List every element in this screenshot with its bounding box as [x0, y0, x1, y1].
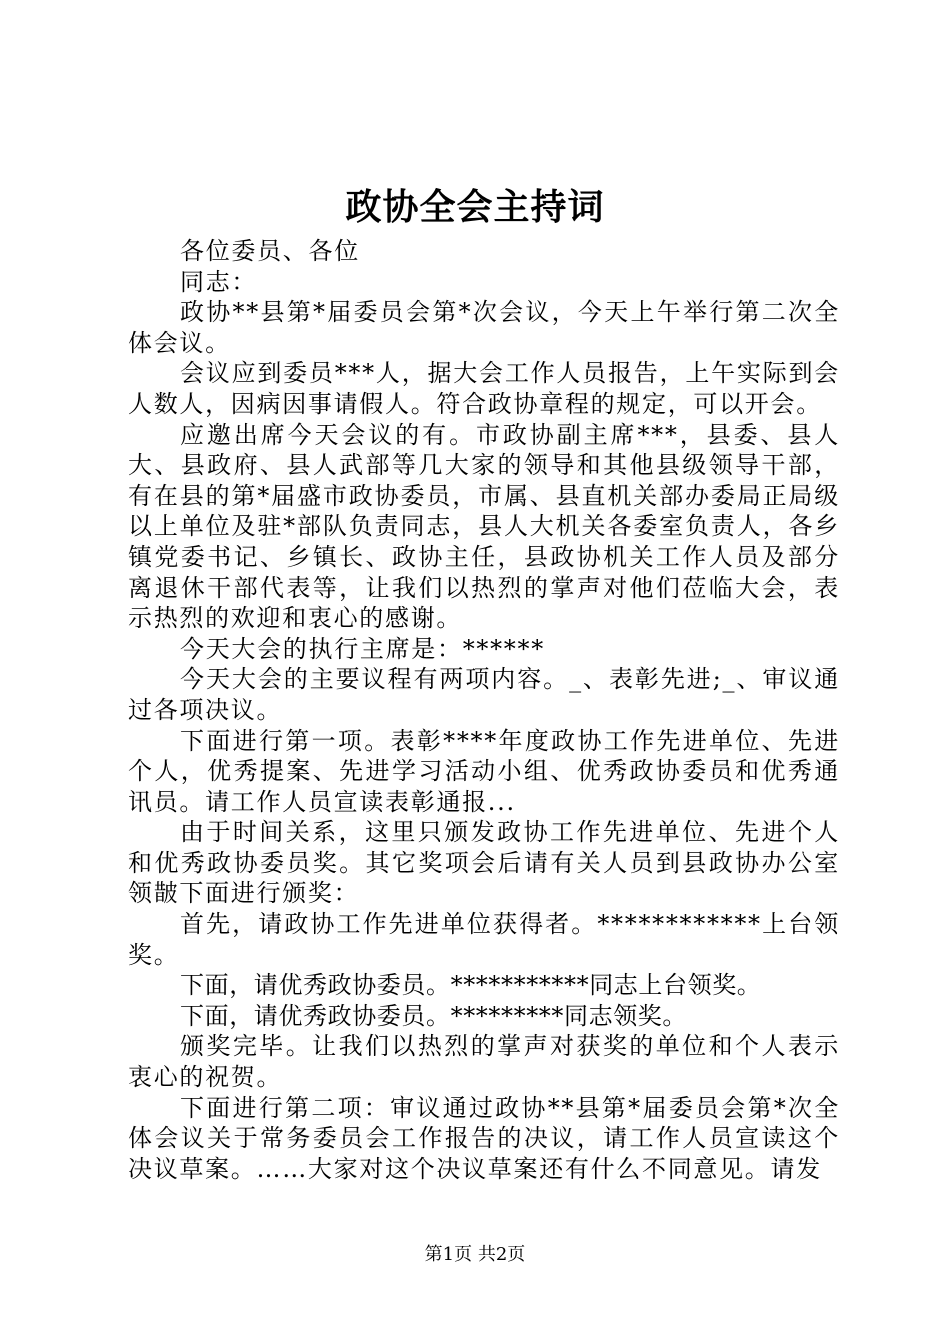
paragraph-attendance: 会议应到委员***人，据大会工作人员报告，上午实际到会人数人，因病因事请假人。符合政协章程的规定，可以开会。: [128, 359, 840, 418]
paragraph-award-members-1: 下面，请优秀政协委员。***********同志上台领奖。: [180, 971, 762, 1000]
paragraph-agenda: 今天大会的主要议程有两项内容。_、表彰先进;_、审议通过各项决议。: [128, 665, 840, 724]
page-footer: 第1页 共2页: [424, 1244, 526, 1265]
paragraph-meeting-intro: 政协**县第*届委员会第*次会议，今天上午举行第二次全体会议。: [128, 298, 840, 357]
salutation-line-1: 各位委员、各位: [180, 237, 360, 265]
paragraph-award-note: 由于时间关系，这里只颁发政协工作先进单位、先进个人和优秀政协委员奖。其它奖项会后请有关人员到县政协办公室领皵下面进行颁奖：: [128, 818, 840, 908]
paragraph-invited-guests: 应邀出席今天会议的有。市政协副主席***，县委、县人大、县政府、县人武部等几大家的领导和其他县级领导干部，有在县的第*届盛市政协委员，市属、县直机关部办委局正局级以上单位及驻*部队负责同志，县人大机关各委室负责人，各乡镇党委书记、乡镇长、政协主任，县政协机关工作人员及部分离退休干部代表等，让我们以热烈的掌声对他们莅临大会，表示热烈的欢迎和衷心的感谢。: [128, 420, 840, 633]
paragraph-award-complete: 颁奖完毕。让我们以热烈的掌声对获奖的单位和个人表示衷心的祝贺。: [128, 1032, 840, 1092]
document-title: 政协全会主持词: [345, 186, 605, 228]
paragraph-item-two: 下面进行第二项：审议通过政协**县第*届委员会第*次全体会议关于常务委员会工作报告的决议，请工作人员宣读这个决议草案。……大家对这个决议草案还有什么不同意见。请发: [128, 1093, 840, 1183]
paragraph-executive-chair: 今天大会的执行主席是：******: [180, 634, 545, 663]
paragraph-item-one: 下面进行第一项。表彰****年度政协工作先进单位、先进个人，优秀提案、先进学习活动小组、优秀政协委员和优秀通讯员。请工作人员宣读表彰通报...: [128, 726, 840, 816]
salutation-line-2: 同志：: [180, 267, 258, 296]
paragraph-award-units: 首先，请政协工作先进单位获得者。************上台领奖。: [128, 910, 840, 969]
paragraph-award-members-2: 下面，请优秀政协委员。*********同志领奖。: [180, 1001, 687, 1030]
document-body: [128, 236, 840, 1184]
